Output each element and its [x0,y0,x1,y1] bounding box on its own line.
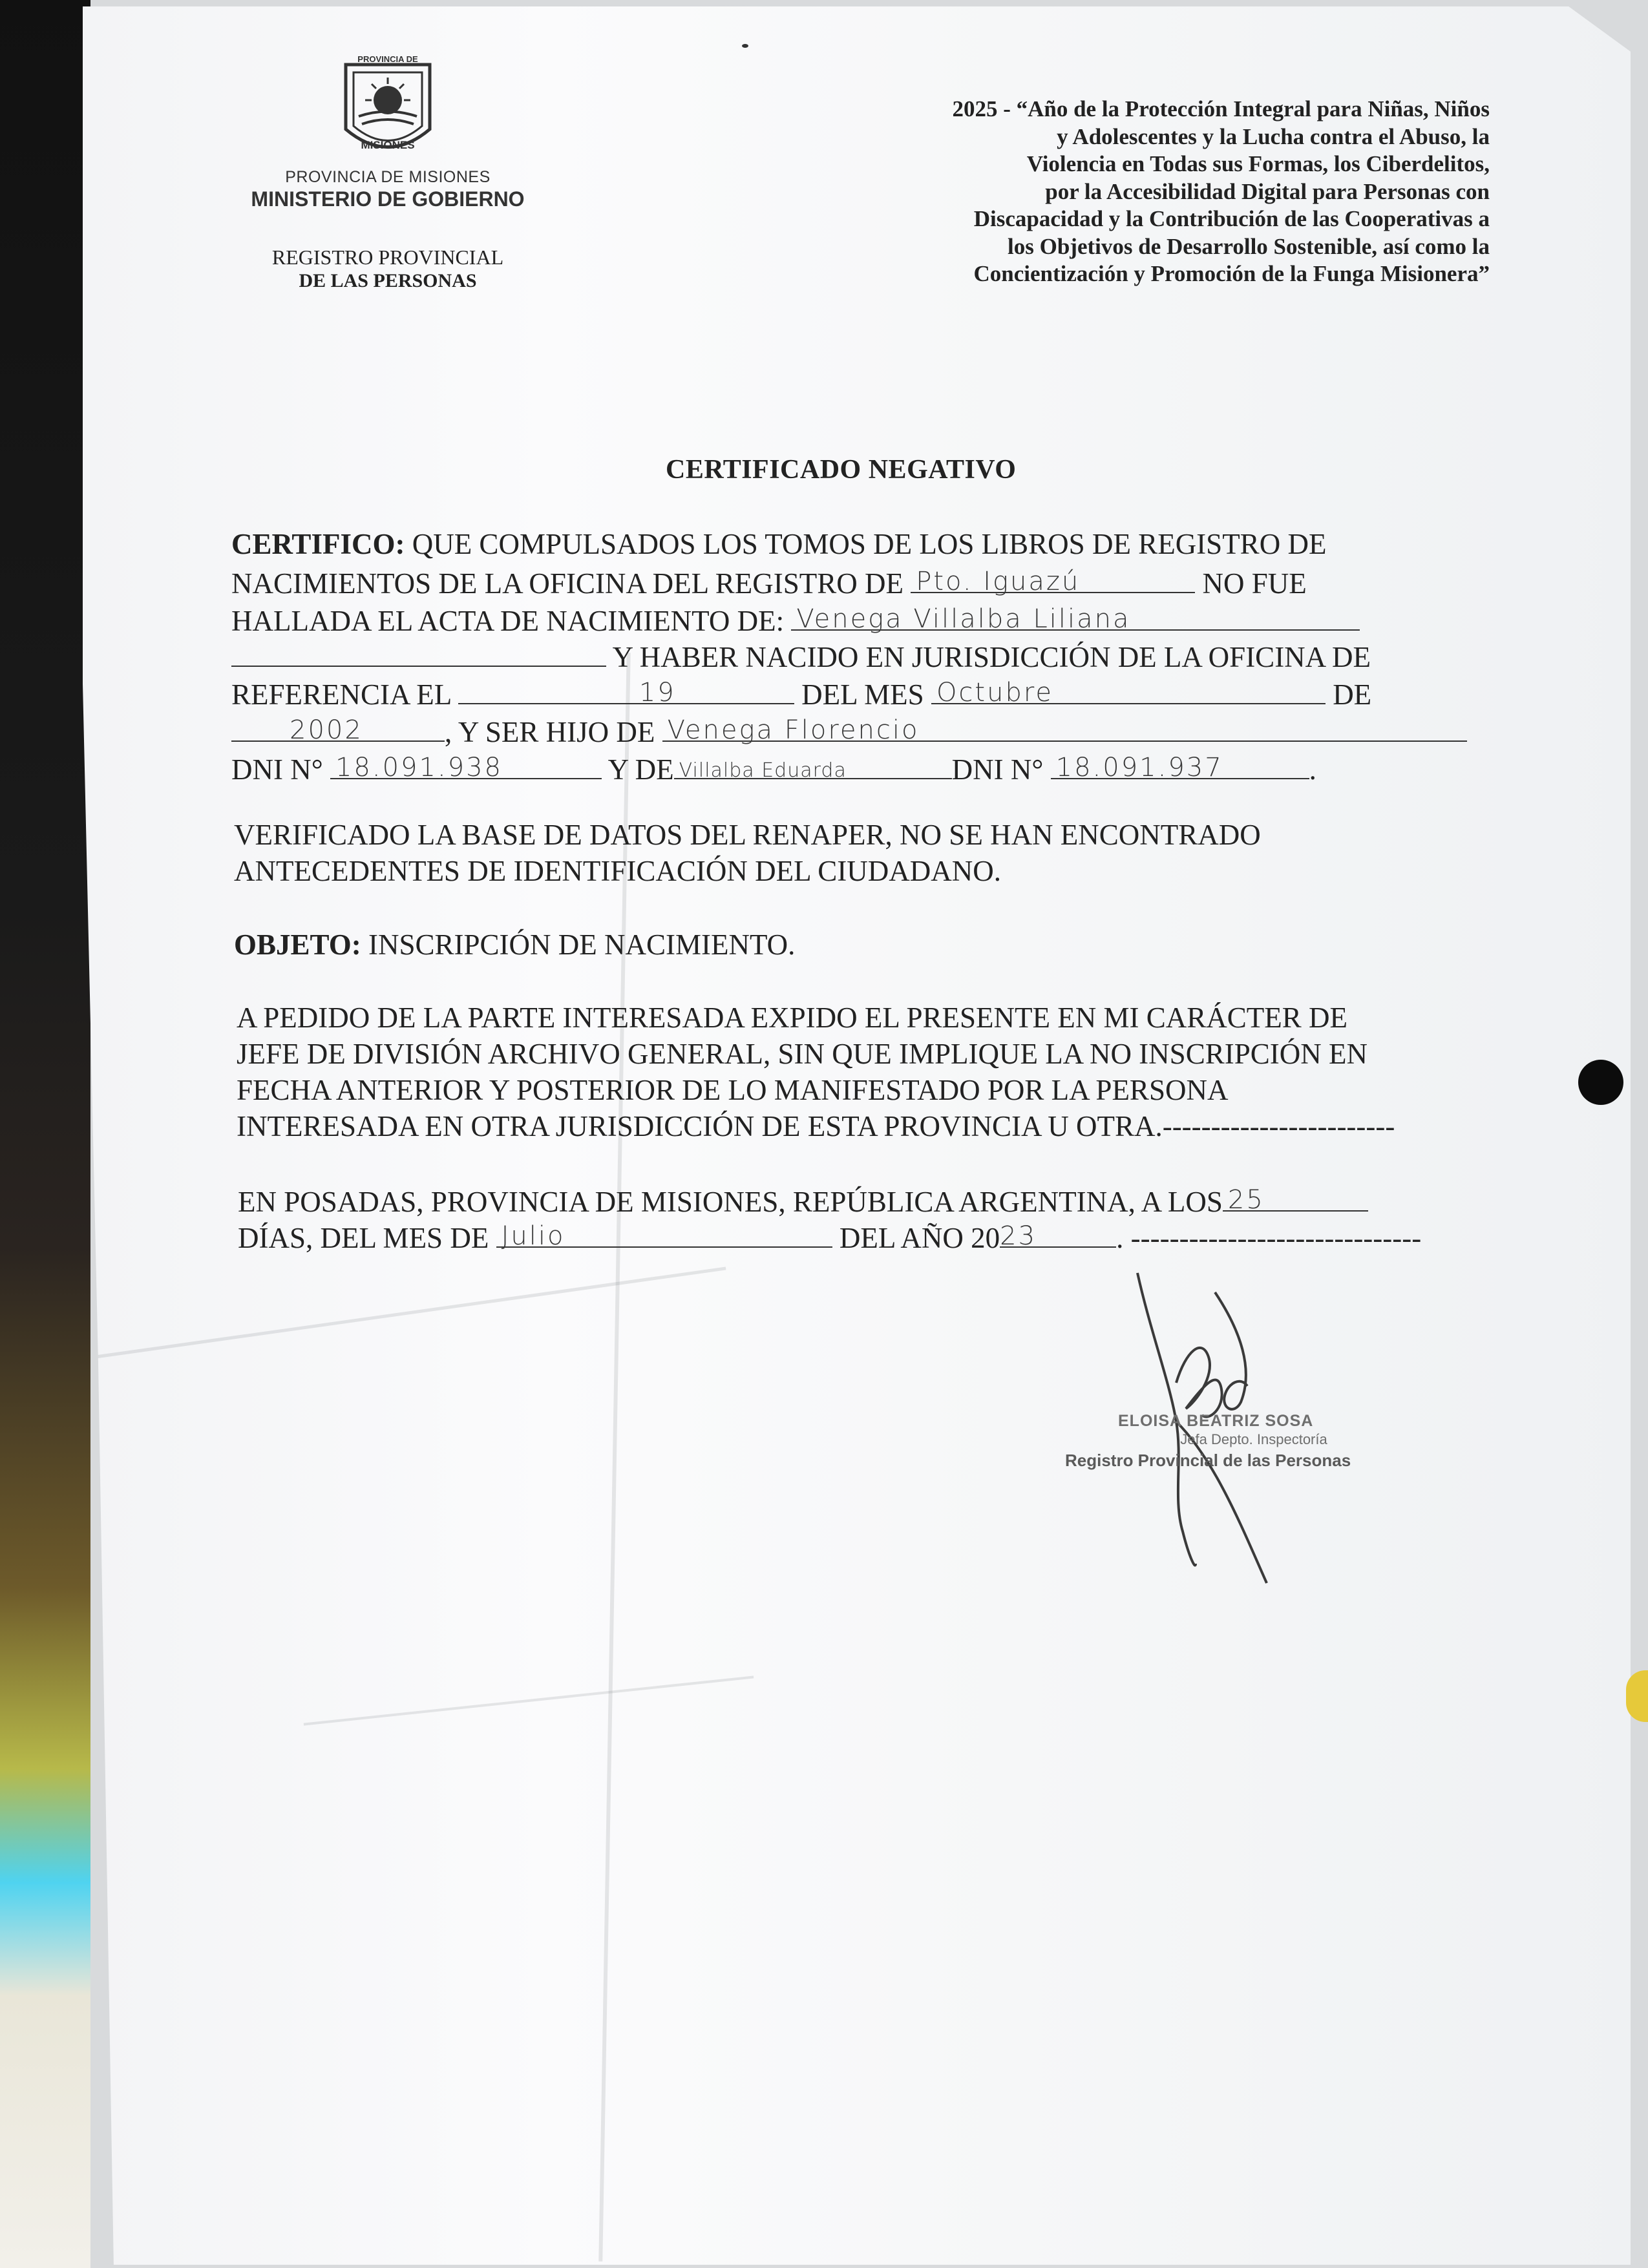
objeto-line: OBJETO: INSCRIPCIÓN DE NACIMIENTO. [234,929,796,961]
renaper-line-1: VERIFICADO LA BASE DE DATOS DEL RENAPER, NO SE HAN ENCONTRADO [234,819,1261,851]
handwritten-month: Octubre [936,678,1054,708]
body-line-4: Y HABER NACIDO EN JURISDICCIÓN DE LA OFICINA DE [231,641,1371,672]
misiones-coat-of-arms-logo [333,52,443,162]
province-name: PROVINCIA DE MISIONES [285,168,491,186]
request-line-3: FECHA ANTERIOR Y POSTERIOR DE LO MANIFESTADO POR LA PERSONA [237,1074,1229,1106]
scan-edge [0,0,90,2268]
handwritten-year: 2002 [290,715,363,745]
ministry-name: MINISTERIO DE GOBIERNO [251,187,525,211]
request-line-1: A PEDIDO DE LA PARTE INTERESADA EXPIDO EL PRESENTE EN MI CARÁCTER DE [237,1002,1347,1034]
body-line-6: 2002 , Y SER HIJO DE Venega Florencio [231,716,1467,747]
handwritten-date-day: 25 [1227,1185,1265,1215]
place-date-line-1: EN POSADAS, PROVINCIA DE MISIONES, REPÚBLICA ARGENTINA, A LOS 25 [238,1186,1368,1217]
svg-text:MISIONES: MISIONES [361,139,415,151]
handwritten-dni-mother: 18.091.937 [1055,753,1223,782]
renaper-line-2: ANTECEDENTES DE IDENTIFICACIÓN DEL CIUDADANO. [234,855,1001,887]
document-title: CERTIFICADO NEGATIVO [666,455,1017,485]
handwritten-name: Venega Villalba Liliana [796,604,1131,634]
body-line-2: NACIMIENTOS DE LA OFICINA DEL REGISTRO DE Pto. Iguazú NO FUE [231,567,1307,600]
handwritten-office: Pto. Iguazú [916,567,1081,596]
handwritten-mother: Villalba Eduarda [679,759,847,782]
request-line-2: JEFE DE DIVISIÓN ARCHIVO GENERAL, SIN QUE IMPLIQUE LA NO INSCRIPCIÓN EN [237,1038,1368,1070]
handwritten-dni-father: 18.091.938 [335,753,503,782]
handwritten-father: Venega Florencio [667,715,920,745]
registry-line1: REGISTRO PROVINCIAL [271,246,504,269]
handwritten-day: 19 [639,678,676,708]
body-line-3: HALLADA EL ACTA DE NACIMIENTO DE: Venega Villalba Liliana [231,605,1360,636]
year-motto: 2025 - “Año de la Protección Integral para Niñas, Niños y Adolescentes y la Lucha contra el Abuso, la Violencia en Todas sus Formas, los Ciberdelitos, por la Accesibilidad Digital para Personas con Discapacidad y la Contribución de las Cooperativas a los Objetivos de Desarrollo Sostenible, así como la Concientización y Promoción de la Funga Misionera” [952,96,1490,286]
handwritten-date-month: Julio [501,1221,565,1251]
registry-line2: DE LAS PERSONAS [299,270,477,291]
stamp-name: ELOISA BEATRIZ SOSA [1118,1412,1314,1430]
svg-text:PROVINCIA DE: PROVINCIA DE [357,54,418,64]
paper-clip-edge [1626,1670,1648,1722]
body-line-1: CERTIFICO: QUE COMPULSADOS LOS TOMOS DE LOS LIBROS DE REGISTRO DE [231,528,1327,560]
handwritten-date-year: 23 [1000,1221,1037,1251]
punch-hole [1578,1060,1623,1105]
stamp-role: Jefa Depto. Inspectoría [1180,1431,1327,1447]
place-date-line-2: DÍAS, DEL MES DE Julio DEL AÑO 20 23 . ------------------------------ [238,1221,1422,1254]
request-line-4: INTERESADA EN OTRA JURISDICCIÓN DE ESTA PROVINCIA U OTRA.------------------------ [237,1110,1395,1142]
stamp-office: Registro Provincial de las Personas [1065,1451,1351,1470]
body-line-7: DNI N° 18.091.938 Y DE Villalba Eduarda DNI N° 18.091.937 . [231,753,1316,786]
body-line-5: REFERENCIA EL 19 DEL MES Octubre DE [231,678,1372,711]
